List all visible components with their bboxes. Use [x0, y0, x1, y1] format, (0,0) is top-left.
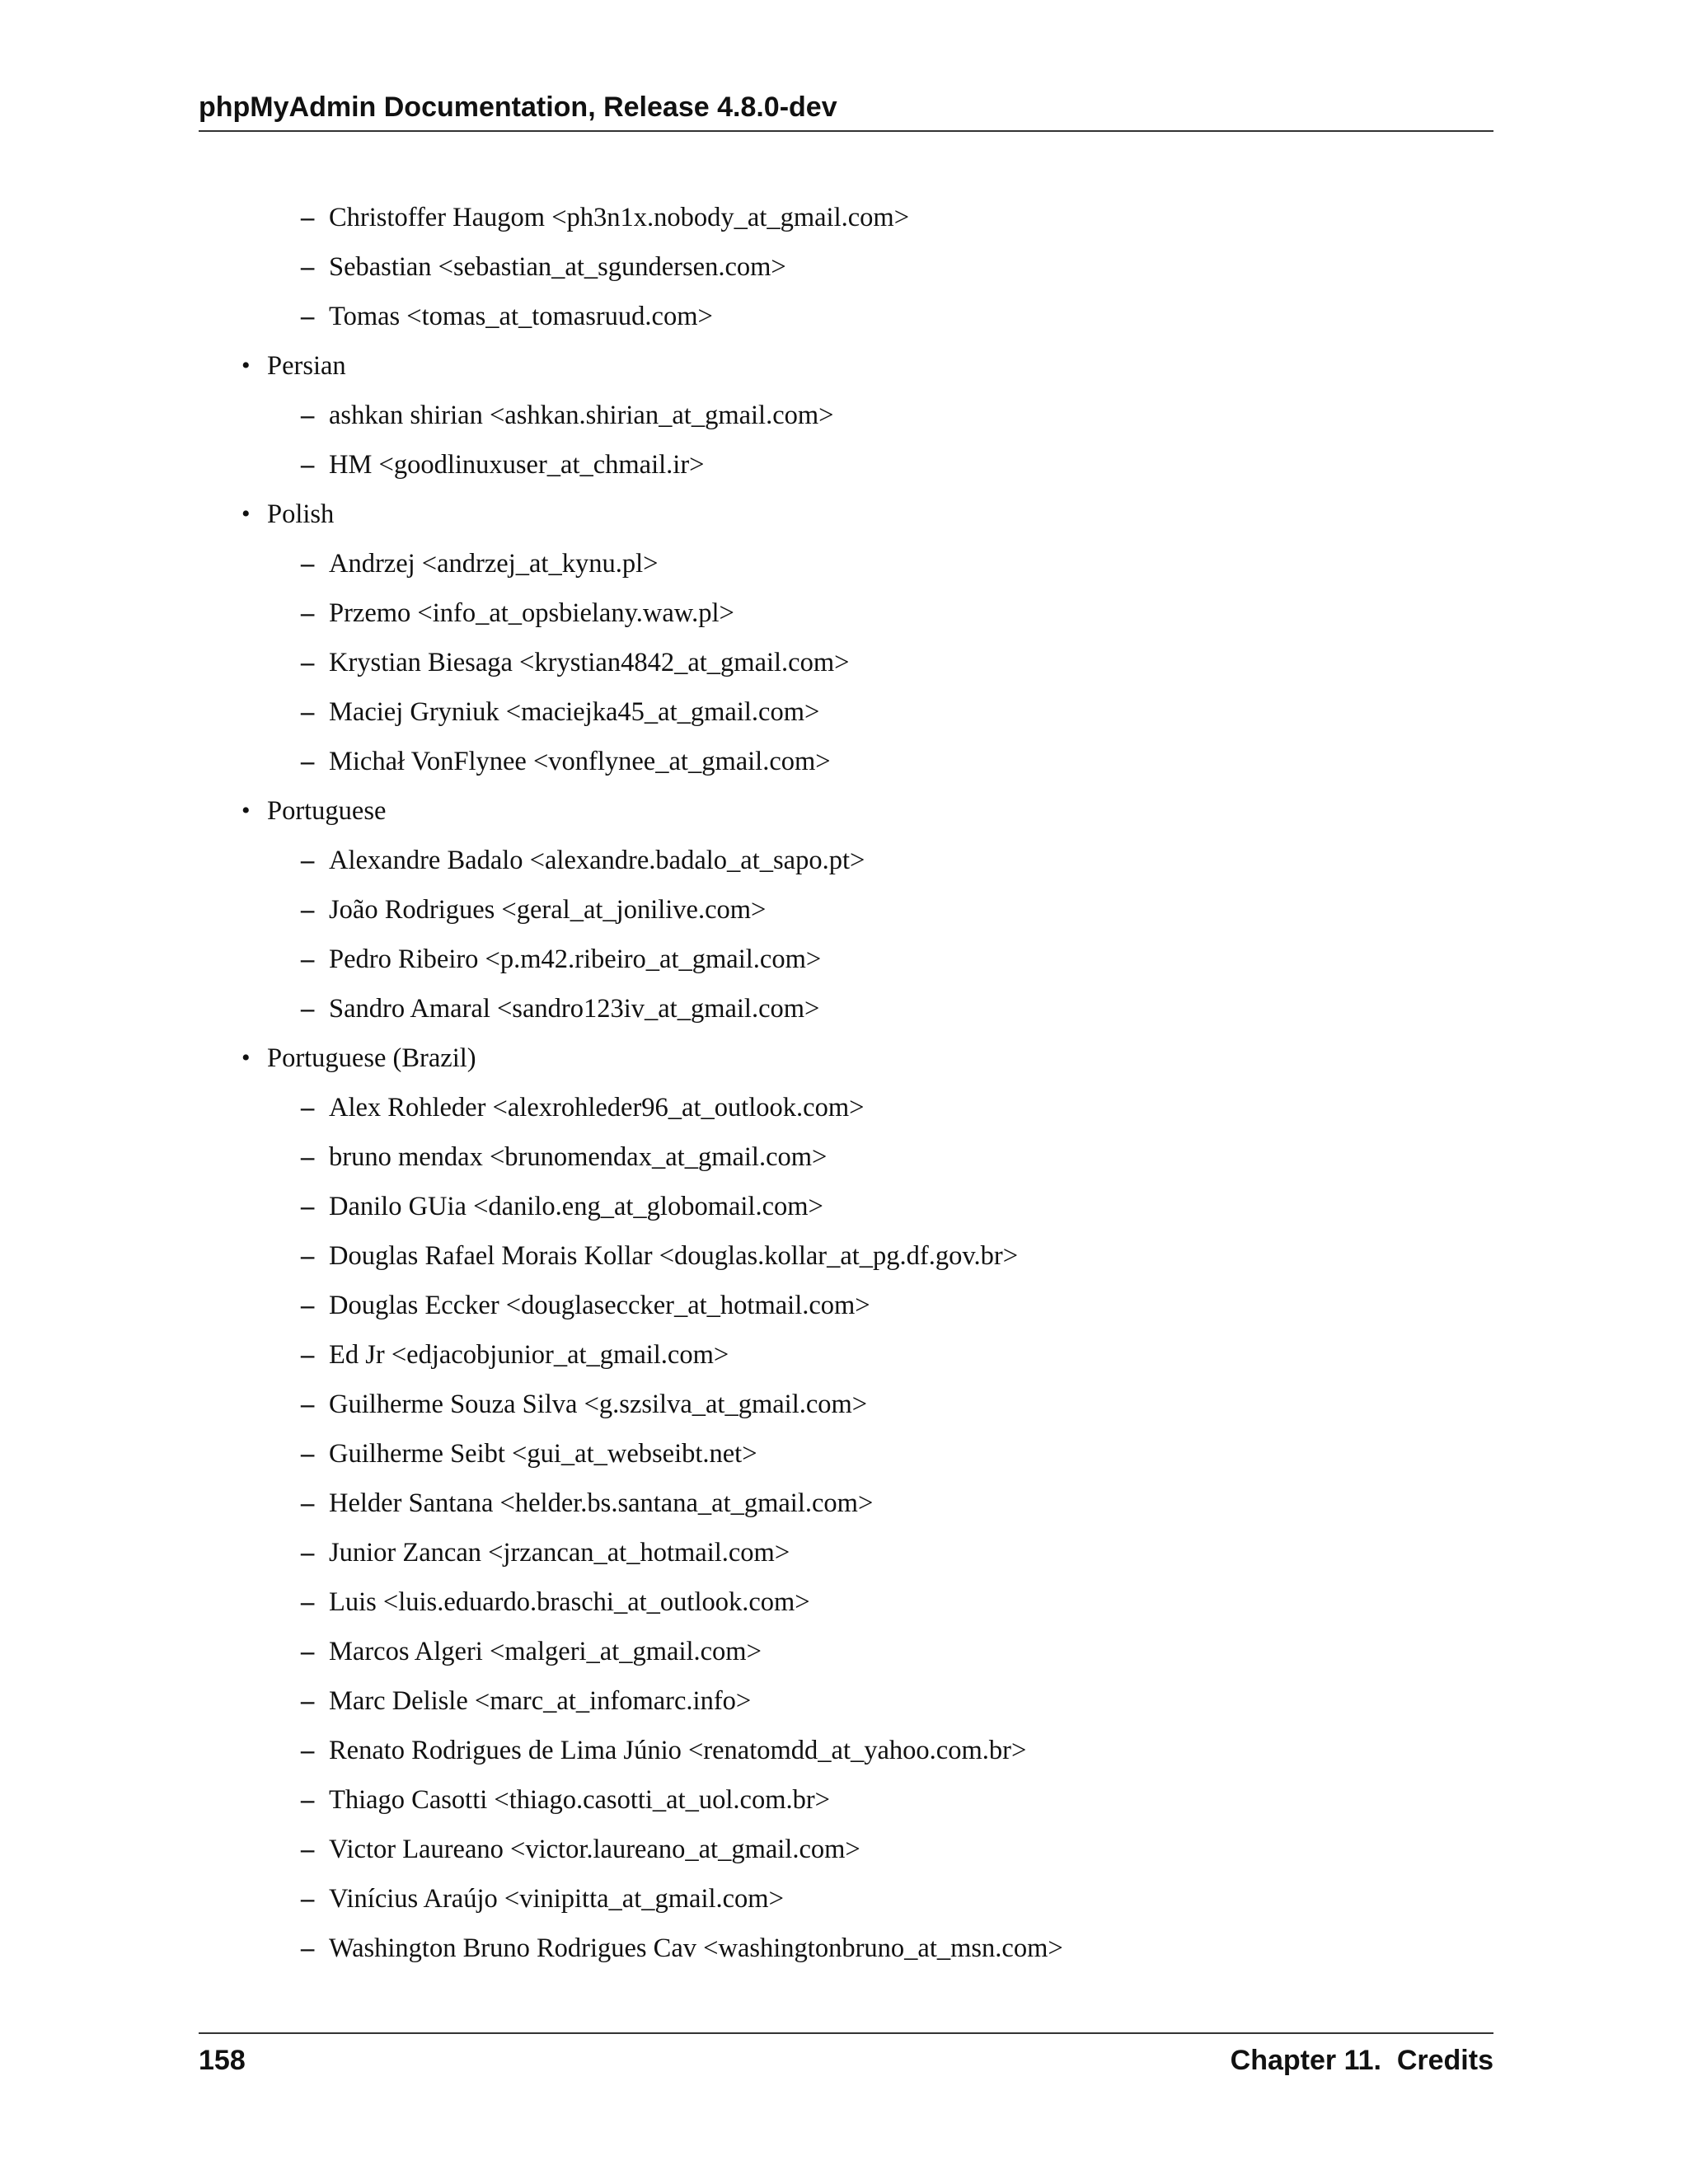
language-name: Portuguese — [267, 796, 387, 826]
translator-entry: Guilherme Souza Silva <g.szsilva_at_gmail.com> — [329, 1390, 868, 1419]
dash-marker: – — [301, 1093, 315, 1122]
translator-entry: Thiago Casotti <thiago.casotti_at_uol.com.br> — [329, 1785, 831, 1815]
translator-entry: Douglas Eccker <douglaseccker_at_hotmail.com> — [329, 1291, 870, 1320]
translator-item — [199, 1380, 1493, 1429]
translator-item — [199, 1775, 1493, 1825]
dash-marker: – — [301, 648, 315, 677]
dash-marker: – — [301, 747, 315, 776]
translator-entry: Danilo GUia <danilo.eng_at_globomail.com> — [329, 1192, 823, 1221]
dash-marker: – — [301, 1488, 315, 1518]
dash-marker: – — [301, 1439, 315, 1469]
translator-item — [199, 588, 1493, 638]
translator-entry: Tomas <tomas_at_tomasruud.com> — [329, 302, 713, 331]
translator-item — [199, 1330, 1493, 1380]
translator-item — [199, 836, 1493, 885]
translator-entry: Christoffer Haugom <ph3n1x.nobody_at_gmail.com> — [329, 203, 910, 232]
dash-marker: – — [301, 895, 315, 925]
translator-item — [199, 638, 1493, 687]
translator-entry: Pedro Ribeiro <p.m42.ribeiro_at_gmail.com> — [329, 944, 822, 974]
dash-marker: – — [301, 401, 315, 430]
translator-entry: Maciej Gryniuk <maciejka45_at_gmail.com> — [329, 697, 820, 727]
dash-marker: – — [301, 697, 315, 727]
language-item — [199, 1033, 1493, 1083]
translator-item — [199, 1627, 1493, 1676]
translator-item — [199, 242, 1493, 292]
translator-item — [199, 1083, 1493, 1132]
translator-entry: Junior Zancan <jrzancan_at_hotmail.com> — [329, 1538, 790, 1568]
language-name: Portuguese (Brazil) — [267, 1043, 476, 1073]
translator-entry: Washington Bruno Rodrigues Cav <washingtonbruno_at_msn.com> — [329, 1933, 1063, 1963]
dash-marker: – — [301, 302, 315, 331]
language-item — [199, 490, 1493, 539]
page-number: 158 — [199, 2045, 246, 2076]
bullet-marker: • — [241, 797, 251, 824]
translator-item — [199, 391, 1493, 440]
translator-item — [199, 737, 1493, 786]
translator-item — [199, 1429, 1493, 1479]
translator-entry: Renato Rodrigues de Lima Júnio <renatomdd_at_yahoo.com.br> — [329, 1736, 1027, 1765]
translator-item — [199, 440, 1493, 490]
translator-entry: Helder Santana <helder.bs.santana_at_gmail.com> — [329, 1488, 874, 1518]
bullet-marker: • — [241, 352, 251, 379]
translator-entry: Krystian Biesaga <krystian4842_at_gmail.com> — [329, 648, 850, 677]
translator-entry: Victor Laureano <victor.laureano_at_gmail.com> — [329, 1835, 860, 1864]
translator-item — [199, 1924, 1493, 1973]
translator-entry: Przemo <info_at_opsbielany.waw.pl> — [329, 598, 734, 628]
page-footer — [199, 2032, 1493, 2083]
dash-marker: – — [301, 1736, 315, 1765]
translator-item — [199, 1182, 1493, 1231]
translator-entry: Douglas Rafael Morais Kollar <douglas.kollar_at_pg.df.gov.br> — [329, 1241, 1019, 1271]
translator-entry: Sandro Amaral <sandro123iv_at_gmail.com> — [329, 994, 820, 1024]
dash-marker: – — [301, 1686, 315, 1716]
dash-marker: – — [301, 1390, 315, 1419]
translator-entry: Vinícius Araújo <vinipitta_at_gmail.com> — [329, 1884, 784, 1914]
dash-marker: – — [301, 598, 315, 628]
dash-marker: – — [301, 203, 315, 232]
document-title: phpMyAdmin Documentation, Release 4.8.0-dev — [199, 91, 837, 123]
language-name: Polish — [267, 499, 335, 529]
translator-entry: bruno mendax <brunomendax_at_gmail.com> — [329, 1142, 828, 1172]
language-name: Persian — [267, 351, 346, 381]
translator-item — [199, 193, 1493, 242]
translator-item — [199, 539, 1493, 588]
dash-marker: – — [301, 1538, 315, 1568]
chapter-title: Chapter 11. Credits — [1230, 2045, 1493, 2076]
translator-entry: Ed Jr <edjacobjunior_at_gmail.com> — [329, 1340, 729, 1370]
dash-marker: – — [301, 1340, 315, 1370]
dash-marker: – — [301, 1637, 315, 1666]
translator-item — [199, 1281, 1493, 1330]
translator-entry: Guilherme Seibt <gui_at_webseibt.net> — [329, 1439, 757, 1469]
translator-entry: Michał VonFlynee <vonflynee_at_gmail.com> — [329, 747, 831, 776]
translator-item — [199, 1874, 1493, 1924]
translator-item — [199, 292, 1493, 341]
dash-marker: – — [301, 846, 315, 875]
dash-marker: – — [301, 1291, 315, 1320]
dash-marker: – — [301, 252, 315, 282]
translator-entry: Marcos Algeri <malgeri_at_gmail.com> — [329, 1637, 762, 1666]
dash-marker: – — [301, 1884, 315, 1914]
dash-marker: – — [301, 1933, 315, 1963]
translator-entry: Marc Delisle <marc_at_infomarc.info> — [329, 1686, 752, 1716]
translator-item — [199, 1132, 1493, 1182]
dash-marker: – — [301, 549, 315, 579]
translator-item — [199, 1479, 1493, 1528]
translator-entry: João Rodrigues <geral_at_jonilive.com> — [329, 895, 767, 925]
dash-marker: – — [301, 994, 315, 1024]
page-header — [199, 87, 1493, 132]
bullet-marker: • — [241, 500, 251, 527]
language-item — [199, 341, 1493, 391]
translator-item — [199, 885, 1493, 935]
dash-marker: – — [301, 1587, 315, 1617]
translator-item — [199, 1825, 1493, 1874]
bullet-marker: • — [241, 1044, 251, 1071]
dash-marker: – — [301, 1241, 315, 1271]
translator-entry: HM <goodlinuxuser_at_chmail.ir> — [329, 450, 705, 480]
credits-list — [199, 193, 1493, 1973]
translator-item — [199, 1726, 1493, 1775]
translator-item — [199, 1676, 1493, 1726]
translator-item — [199, 687, 1493, 737]
translator-entry: Alex Rohleder <alexrohleder96_at_outlook.com> — [329, 1093, 865, 1122]
dash-marker: – — [301, 1785, 315, 1815]
translator-entry: ashkan shirian <ashkan.shirian_at_gmail.com> — [329, 401, 834, 430]
dash-marker: – — [301, 1142, 315, 1172]
dash-marker: – — [301, 1192, 315, 1221]
translator-item — [199, 935, 1493, 984]
translator-item — [199, 984, 1493, 1033]
translator-entry: Luis <luis.eduardo.braschi_at_outlook.com> — [329, 1587, 810, 1617]
translator-entry: Sebastian <sebastian_at_sgundersen.com> — [329, 252, 786, 282]
dash-marker: – — [301, 1835, 315, 1864]
translator-entry: Alexandre Badalo <alexandre.badalo_at_sapo.pt> — [329, 846, 865, 875]
language-item — [199, 786, 1493, 836]
translator-item — [199, 1528, 1493, 1577]
translator-item — [199, 1231, 1493, 1281]
dash-marker: – — [301, 944, 315, 974]
dash-marker: – — [301, 450, 315, 480]
translator-entry: Andrzej <andrzej_at_kynu.pl> — [329, 549, 659, 579]
translator-item — [199, 1577, 1493, 1627]
